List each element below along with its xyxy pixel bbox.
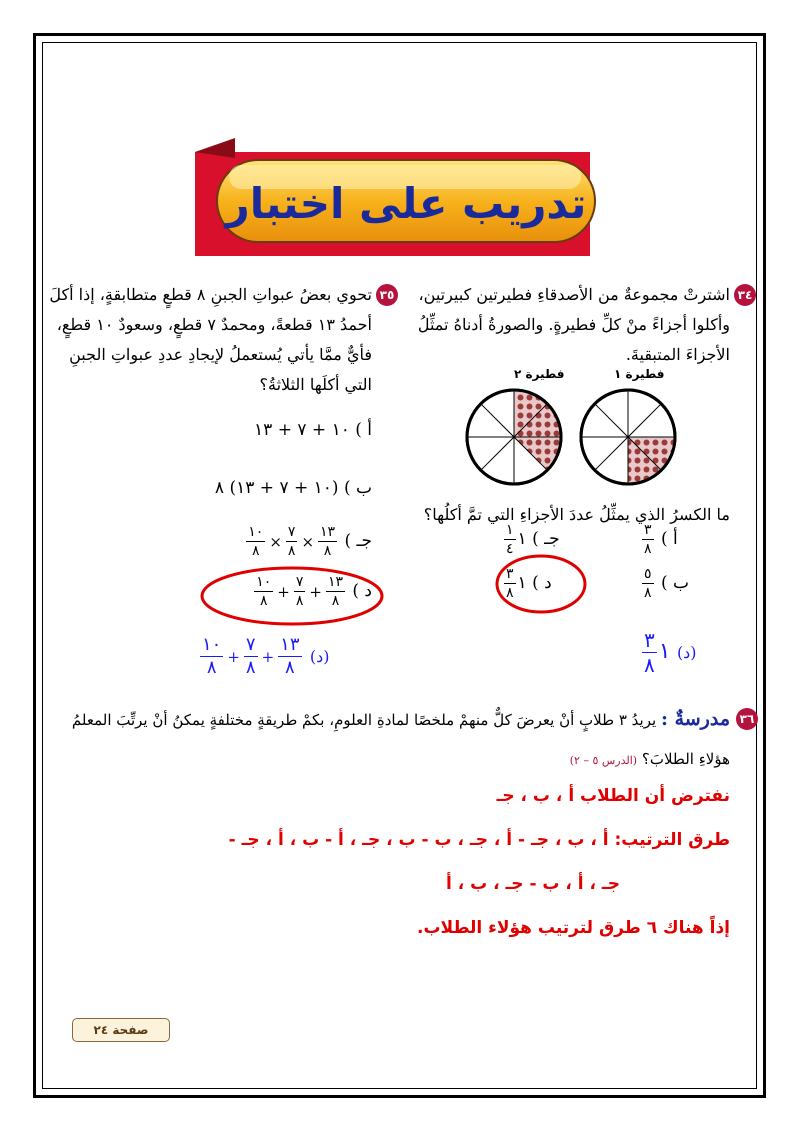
q35-line-3: فأيٌّ ممَّا يأتي يُستعملُ لإيجادِ عددِ عبواتِ الجبنِ [69, 345, 372, 364]
q35-d-n2: ٧ [295, 574, 304, 590]
q35-ans-op1: + [261, 647, 275, 666]
page-number-badge: صفحة ٢٤ [72, 1018, 170, 1042]
q35-d-op2: + [277, 582, 290, 601]
q34-d-den: ٨ [506, 585, 514, 601]
q35-b-expr: (١٠ + ٧ + ١٣) ٨ [214, 478, 339, 498]
q34-a-letter: أ ) [660, 529, 678, 549]
q35-c-n1: ١٠ [248, 524, 264, 540]
q34-question: ما الكسرُ الذي يمثِّلُ عددَ الأجزاءِ التي تمَّ أكلُها؟ [423, 505, 730, 524]
q34-answer-den: ٨ [644, 653, 655, 677]
q34-option-a [640, 523, 678, 556]
q34-d-letter: د ) [532, 573, 552, 593]
q35-c-n2: ٧ [287, 524, 296, 540]
q35-d-letter: د ) [352, 581, 372, 601]
q34-answer-num: ٣ [644, 628, 655, 652]
q34-b-letter: ب ) [660, 573, 689, 593]
question-number-34: ٣٤ [734, 284, 756, 306]
q35-d-den1: ٨ [259, 593, 268, 609]
q35-ans-den1: ٨ [206, 657, 217, 678]
q35-answer-circle [198, 564, 386, 628]
q35-option-a [254, 420, 372, 440]
q35-c-den1: ٨ [252, 543, 260, 559]
banner [195, 138, 625, 263]
q34-answer-circle [494, 553, 588, 615]
q35-c-op1: × [301, 532, 315, 551]
question-number-36: ٣٦ [736, 708, 758, 730]
q34-b-num: ٥ [644, 566, 652, 582]
q36-solution-3: جـ ، أ ، ب - جـ ، ب ، أ [445, 874, 620, 894]
q35-ans-n3: ١٣ [280, 634, 300, 655]
q35-d-n1: ١٠ [256, 574, 272, 590]
q34-line-1: اشترتْ مجموعةٌ من الأصدقاءِ فطيرتين كبيرتين، [418, 285, 730, 304]
q34-text [410, 280, 730, 370]
q35-option-b [215, 478, 372, 498]
q35-d-n3: ١٣ [327, 574, 343, 590]
banner-title: تدريب على اختبار [225, 179, 587, 228]
q35-d-op1: + [309, 582, 322, 601]
q34-a-den: ٨ [644, 541, 652, 557]
q34-option-c [502, 523, 560, 556]
q35-c-den2: ٨ [287, 543, 296, 559]
question-number-35: ٣٥ [376, 284, 398, 306]
q35-answer-letter: (د) [309, 647, 330, 666]
q36-title: مدرسةٌ : [660, 708, 730, 730]
q34-d-whole: ١ [517, 573, 527, 593]
q36-line-2 [130, 742, 730, 778]
q34-c-letter: جـ ) [532, 529, 560, 549]
pie-2 [467, 390, 561, 484]
q34-line-2: وأكلوا أجزاءً منْ كلِّ فطيرةٍ. والصورةُ أدناهُ تمثِّلُ [417, 315, 730, 334]
q34-option-b [640, 567, 689, 600]
q35-ans-n2: ٧ [245, 634, 256, 655]
q34-c-den: ٤ [506, 541, 514, 557]
q34-answer [640, 630, 697, 675]
q36-line-1 [40, 702, 730, 737]
q35-text [42, 280, 372, 400]
q35-a-letter: أ ) [355, 420, 372, 440]
q35-c-den3: ٨ [323, 543, 332, 559]
q34-b-den: ٨ [644, 585, 652, 601]
q34-line-3: الأجزاءَ المتبقيةَ. [625, 345, 730, 364]
q35-ans-op2: + [227, 647, 240, 666]
q35-c-n3: ١٣ [320, 524, 336, 540]
q35-c-letter: جـ ) [344, 531, 372, 551]
q36-prompt: يريدُ ٣ طلابٍ أنْ يعرضَ كلٌّ منهمْ ملخصًا لمادةِ العلومِ، بكمْ طريقةٍ مختلفةٍ يمكنُ أنْ يرتِّبَ المعلمُ [71, 711, 657, 729]
q35-ans-n1: ١٠ [202, 634, 222, 655]
pie1-label: فطيرة ١ [614, 367, 665, 381]
q35-option-c [244, 525, 372, 558]
q36-solution-2: طرق الترتيب: أ ، ب ، جـ - أ ، جـ ، ب - ب ، جـ ، أ - ب ، أ ، جـ - [228, 830, 730, 850]
q34-a-num: ٣ [644, 522, 652, 538]
q34-d-num: ٣ [506, 566, 514, 582]
q36-solution-4: إذاً هناك ٦ طرق لترتيب هؤلاء الطلاب. [417, 918, 730, 938]
q35-line-2: أحمدُ ١٣ قطعةً، ومحمدٌ ٧ قطعٍ، وسعودٌ ١٠ قطعٍ، [56, 315, 372, 334]
q36-lesson-ref: (الدرس ٥ – ٢) [569, 754, 638, 767]
q34-answer-whole: ١ [658, 639, 671, 664]
pie2-label: فطيرة ٢ [514, 367, 565, 381]
q34-c-whole: ١ [517, 529, 527, 549]
q35-answer [198, 636, 329, 677]
q34-c-num: ١ [506, 522, 514, 538]
q35-ans-den3: ٨ [285, 657, 295, 678]
q35-line-1: تحوي بعضُ عبواتِ الجبنِ ٨ قطعٍ متطابقةٍ، إذا أكلَ [49, 285, 372, 304]
q35-ans-den2: ٨ [245, 657, 256, 678]
pie-1 [581, 390, 675, 484]
q36-solution-1: نفترض أن الطلاب أ ، ب ، جـ [496, 786, 730, 806]
q36-prompt-2: هؤلاءِ الطلابَ؟ [641, 750, 730, 768]
q34-answer-letter: (د) [676, 643, 697, 662]
q35-a-expr: ١٠ + ٧ + ١٣ [254, 420, 350, 440]
q35-d-den2: ٨ [295, 593, 304, 609]
q35-c-op2: × [269, 532, 282, 551]
q35-b-letter: ب ) [343, 478, 372, 498]
pies-figure [462, 384, 682, 490]
q35-line-4: التي أكلَها الثلاثةُ؟ [259, 375, 372, 394]
q35-d-den3: ٨ [331, 593, 340, 609]
